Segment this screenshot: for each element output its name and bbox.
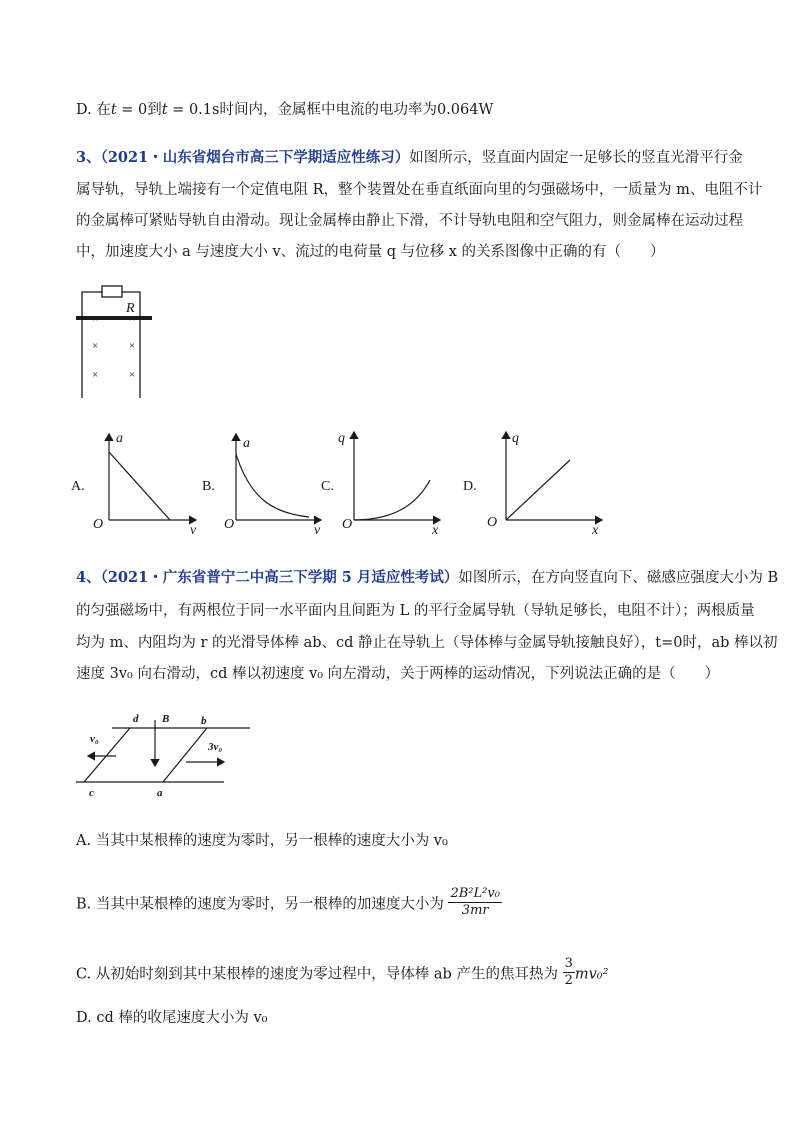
rod-end-label-c: c	[89, 787, 94, 799]
option-label: D.	[76, 1010, 92, 1026]
axis-label-v: v	[190, 523, 197, 538]
question-text: 如图所示，竖直面内固定一足够长的竖直光滑平行金	[409, 150, 743, 166]
graph-b-curve	[236, 454, 309, 517]
origin-label: O	[342, 517, 353, 532]
velocity-label-3v0: 3v₀	[208, 741, 223, 753]
fraction	[563, 956, 575, 989]
option-text: cd 棒的收尾速度大小为 v₀	[96, 1010, 268, 1026]
rod-end-label-a: a	[157, 787, 163, 799]
option-d-label: D.	[463, 479, 477, 494]
origin-label: O	[93, 517, 104, 532]
variable-t: t	[110, 102, 117, 118]
fraction-denominator: 3mr	[461, 903, 489, 918]
field-cross: ×	[92, 340, 99, 352]
field-cross: ×	[129, 369, 136, 381]
prev-option-d	[76, 100, 726, 120]
question-source: （2021・广东省普宁二中高三下学期 5 月适应性考试）	[100, 569, 459, 586]
q4-option-d	[76, 1008, 726, 1028]
question-source: （2021・山东省烟台市高三下学期适应性练习）	[100, 149, 410, 166]
q4-option-a	[76, 831, 726, 851]
option-text: 当其中某根棒的速度为零时，另一根棒的加速度大小为	[95, 896, 444, 913]
q3-line-3: 的金属棒可紧贴导轨自由滑动。现让金属棒由静止下滑，不计导轨电阻和空气阻力，则金属棒在运动过程	[76, 213, 743, 229]
axis-label-x: x	[592, 523, 599, 538]
axis-label-a: a	[243, 436, 250, 451]
option-text-part: 在	[96, 102, 111, 118]
field-cross: ×	[92, 313, 99, 325]
graph-d-line	[506, 460, 570, 520]
graph-a-line	[109, 452, 170, 520]
fraction-denominator: 2	[564, 973, 573, 988]
q3-rail-figure	[70, 282, 160, 404]
rod-end-label-b: b	[201, 715, 207, 727]
option-label: D.	[76, 102, 92, 118]
fraction	[448, 886, 501, 919]
fraction-numerator: 2B²L²v₀	[450, 886, 500, 901]
q4-line-4: 速度 3v₀ 向右滑动，cd 棒以初速度 v₀ 向左滑动，关于两棒的运动情况，下列说法正确的是（ ）	[76, 666, 720, 682]
axis-label-x: x	[432, 523, 439, 538]
graph-c-curve	[354, 480, 430, 520]
q4-line-2: 的匀强磁场中，有两根位于同一水平面内且间距为 L 的平行金属导轨（导轨足够长，电阻不计）；两根质量	[76, 603, 755, 619]
q3-options-graphs	[66, 420, 626, 540]
q3-line-4: 中，加速度大小 a 与速度大小 v、流过的电荷量 q 与位移 x 的关系图像中正确的有（ ）	[76, 244, 665, 260]
field-cross: ×	[92, 369, 99, 381]
field-cross: ×	[129, 313, 136, 325]
option-label: C.	[76, 966, 92, 983]
option-text: 当其中某根棒的速度为零时，另一根棒的速度大小为 v₀	[95, 833, 448, 849]
origin-label: O	[487, 515, 498, 530]
q4-line-3: 均为 m、内阻均为 r 的光滑导体棒 ab、cd 静止在导轨上（导体棒与金属导轨接触良好），t=0时，ab 棒以初	[76, 635, 778, 651]
velocity-label-v0: v₀	[90, 733, 99, 745]
question-number: 3、	[76, 149, 101, 166]
question-number: 4、	[76, 569, 101, 586]
question-text: 如图所示，在方向竖直向下、磁感应强度大小为 B	[458, 570, 779, 586]
fraction-numerator: 3	[564, 956, 573, 971]
variable-t: t	[161, 102, 168, 118]
option-b-label: B.	[202, 479, 215, 494]
option-label: B.	[76, 896, 92, 913]
option-c-label: C.	[321, 479, 334, 494]
q4-option-b	[76, 888, 726, 921]
field-label-B: B	[162, 713, 170, 725]
energy-term: mv₀²	[574, 966, 609, 983]
option-a-label: A.	[71, 479, 85, 494]
q3-line-1	[76, 148, 743, 168]
option-text-part: = 0.1s时间内，金属框中电流的电功率为0.064W	[167, 102, 494, 118]
rod-end-label-d: d	[133, 713, 139, 725]
resistor-label: R	[126, 301, 135, 316]
axis-label-v: v	[314, 523, 321, 538]
option-text: 从初始时刻到其中某根棒的速度为零过程中，导体棒 ab 产生的焦耳热为	[95, 966, 558, 983]
axis-label-a: a	[116, 431, 123, 446]
axis-label-q: q	[338, 431, 345, 446]
q3-line-2: 属导轨，导轨上端接有一个定值电阻 R，整个装置处在垂直纸面向里的匀强磁场中，一质量为 m、电阻不计	[76, 182, 763, 198]
q4-line-1	[76, 568, 779, 588]
q4-option-c	[76, 958, 726, 991]
option-label: A.	[76, 833, 92, 849]
field-cross: ×	[129, 340, 136, 352]
q4-rail-figure	[70, 706, 260, 802]
origin-label: O	[224, 517, 235, 532]
option-text-part: = 0到	[116, 102, 162, 118]
axis-label-q: q	[512, 431, 519, 446]
